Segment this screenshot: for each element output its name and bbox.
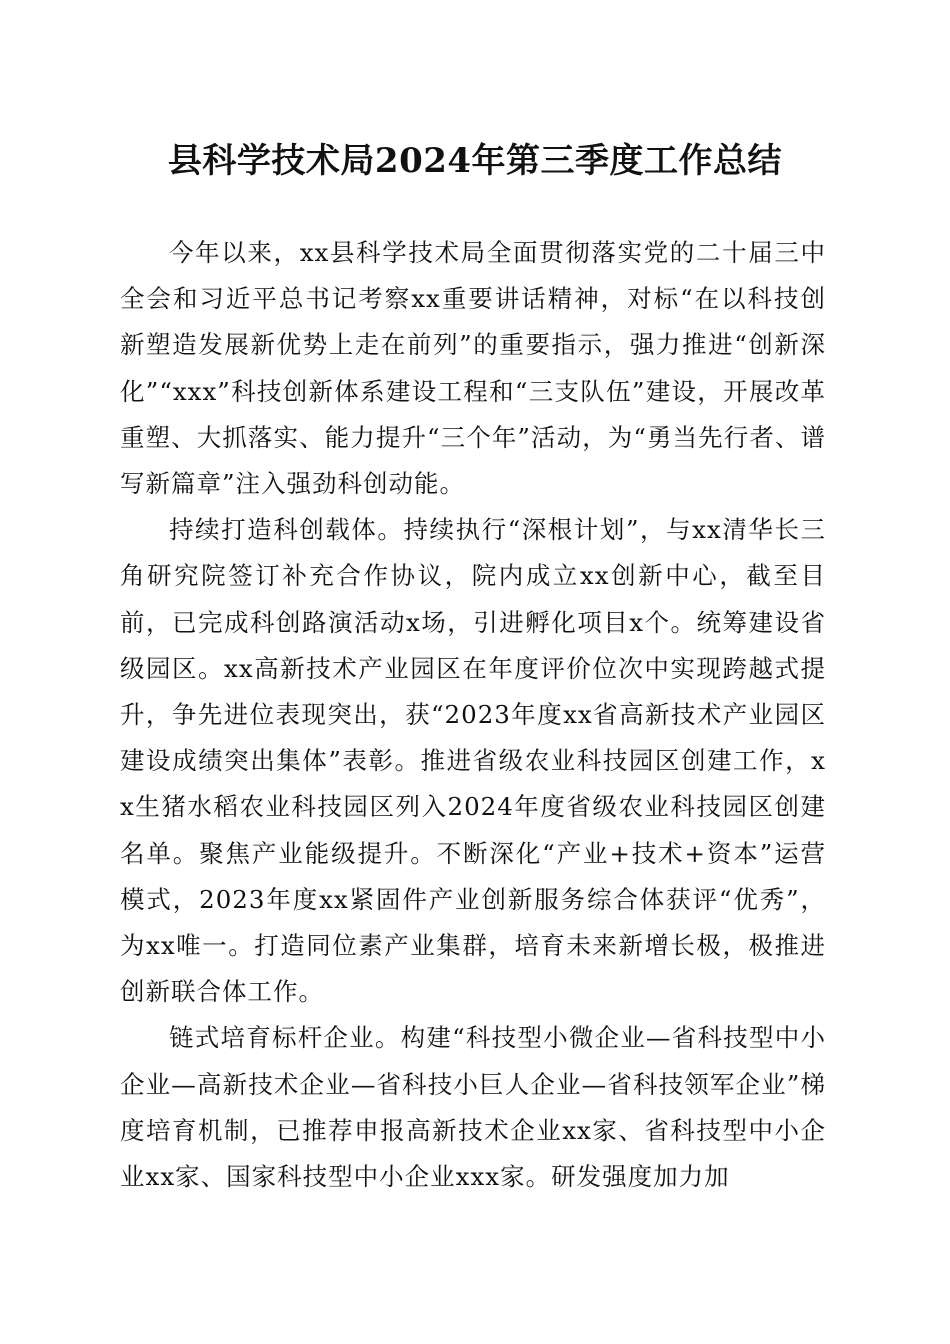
paragraph-innovation-carriers: 持续打造科创载体。持续执行“深根计划”，与xx清华长三角研究院签订补充合作协议，院内成立xx创新中心，截至目前，已完成科创路演活动x场，引进孵化项目x个。统筹建设省级园区。xx高新技术产业园区在年度评价位次中实现跨越式提升，争先进位表现突出，获“2023年度xx省高新技术产业园区建设成绩突出集体”表彰。推进省级农业科技园区创建工作，xx生猪水稻农业科技园区列入2024年度省级农业科技园区创建名单。聚焦产业能级提升。不断深化“产业+技术+资本”运营模式，2023年度xx紧固件产业创新服务综合体获评“优秀”，为xx唯一。打造同位素产业集群，培育未来新增长极，极推进创新联合体工作。 — [120, 515, 826, 1007]
document-title: 县科学技术局2024年第三季度工作总结 — [167, 141, 783, 181]
paragraph-intro: 今年以来，xx县科学技术局全面贯彻落实党的二十届三中全会和习近平总书记考察xx重要讲话精神，对标“在以科技创新塑造发展新优势上走在前列”的重要指示，强力推进“创新深化”“xxx”科技创新体系建设工程和“三支队伍”建设，开展改革重塑、大抓落实、能力提升“三个年”活动，为“勇当先行者、谱写新篇章”注入强劲科创动能。 — [120, 238, 826, 499]
paragraph-benchmark-enterprises: 链式培育标杆企业。构建“科技型小微企业—省科技型中小企业—高新技术企业—省科技小巨人企业—省科技领军企业”梯度培育机制，已推荐申报高新技术企业xx家、省科技型中小企业xx家、国家科技型中小企业xxx家。研发强度加力加 — [120, 1023, 826, 1192]
document-body — [120, 230, 826, 1200]
